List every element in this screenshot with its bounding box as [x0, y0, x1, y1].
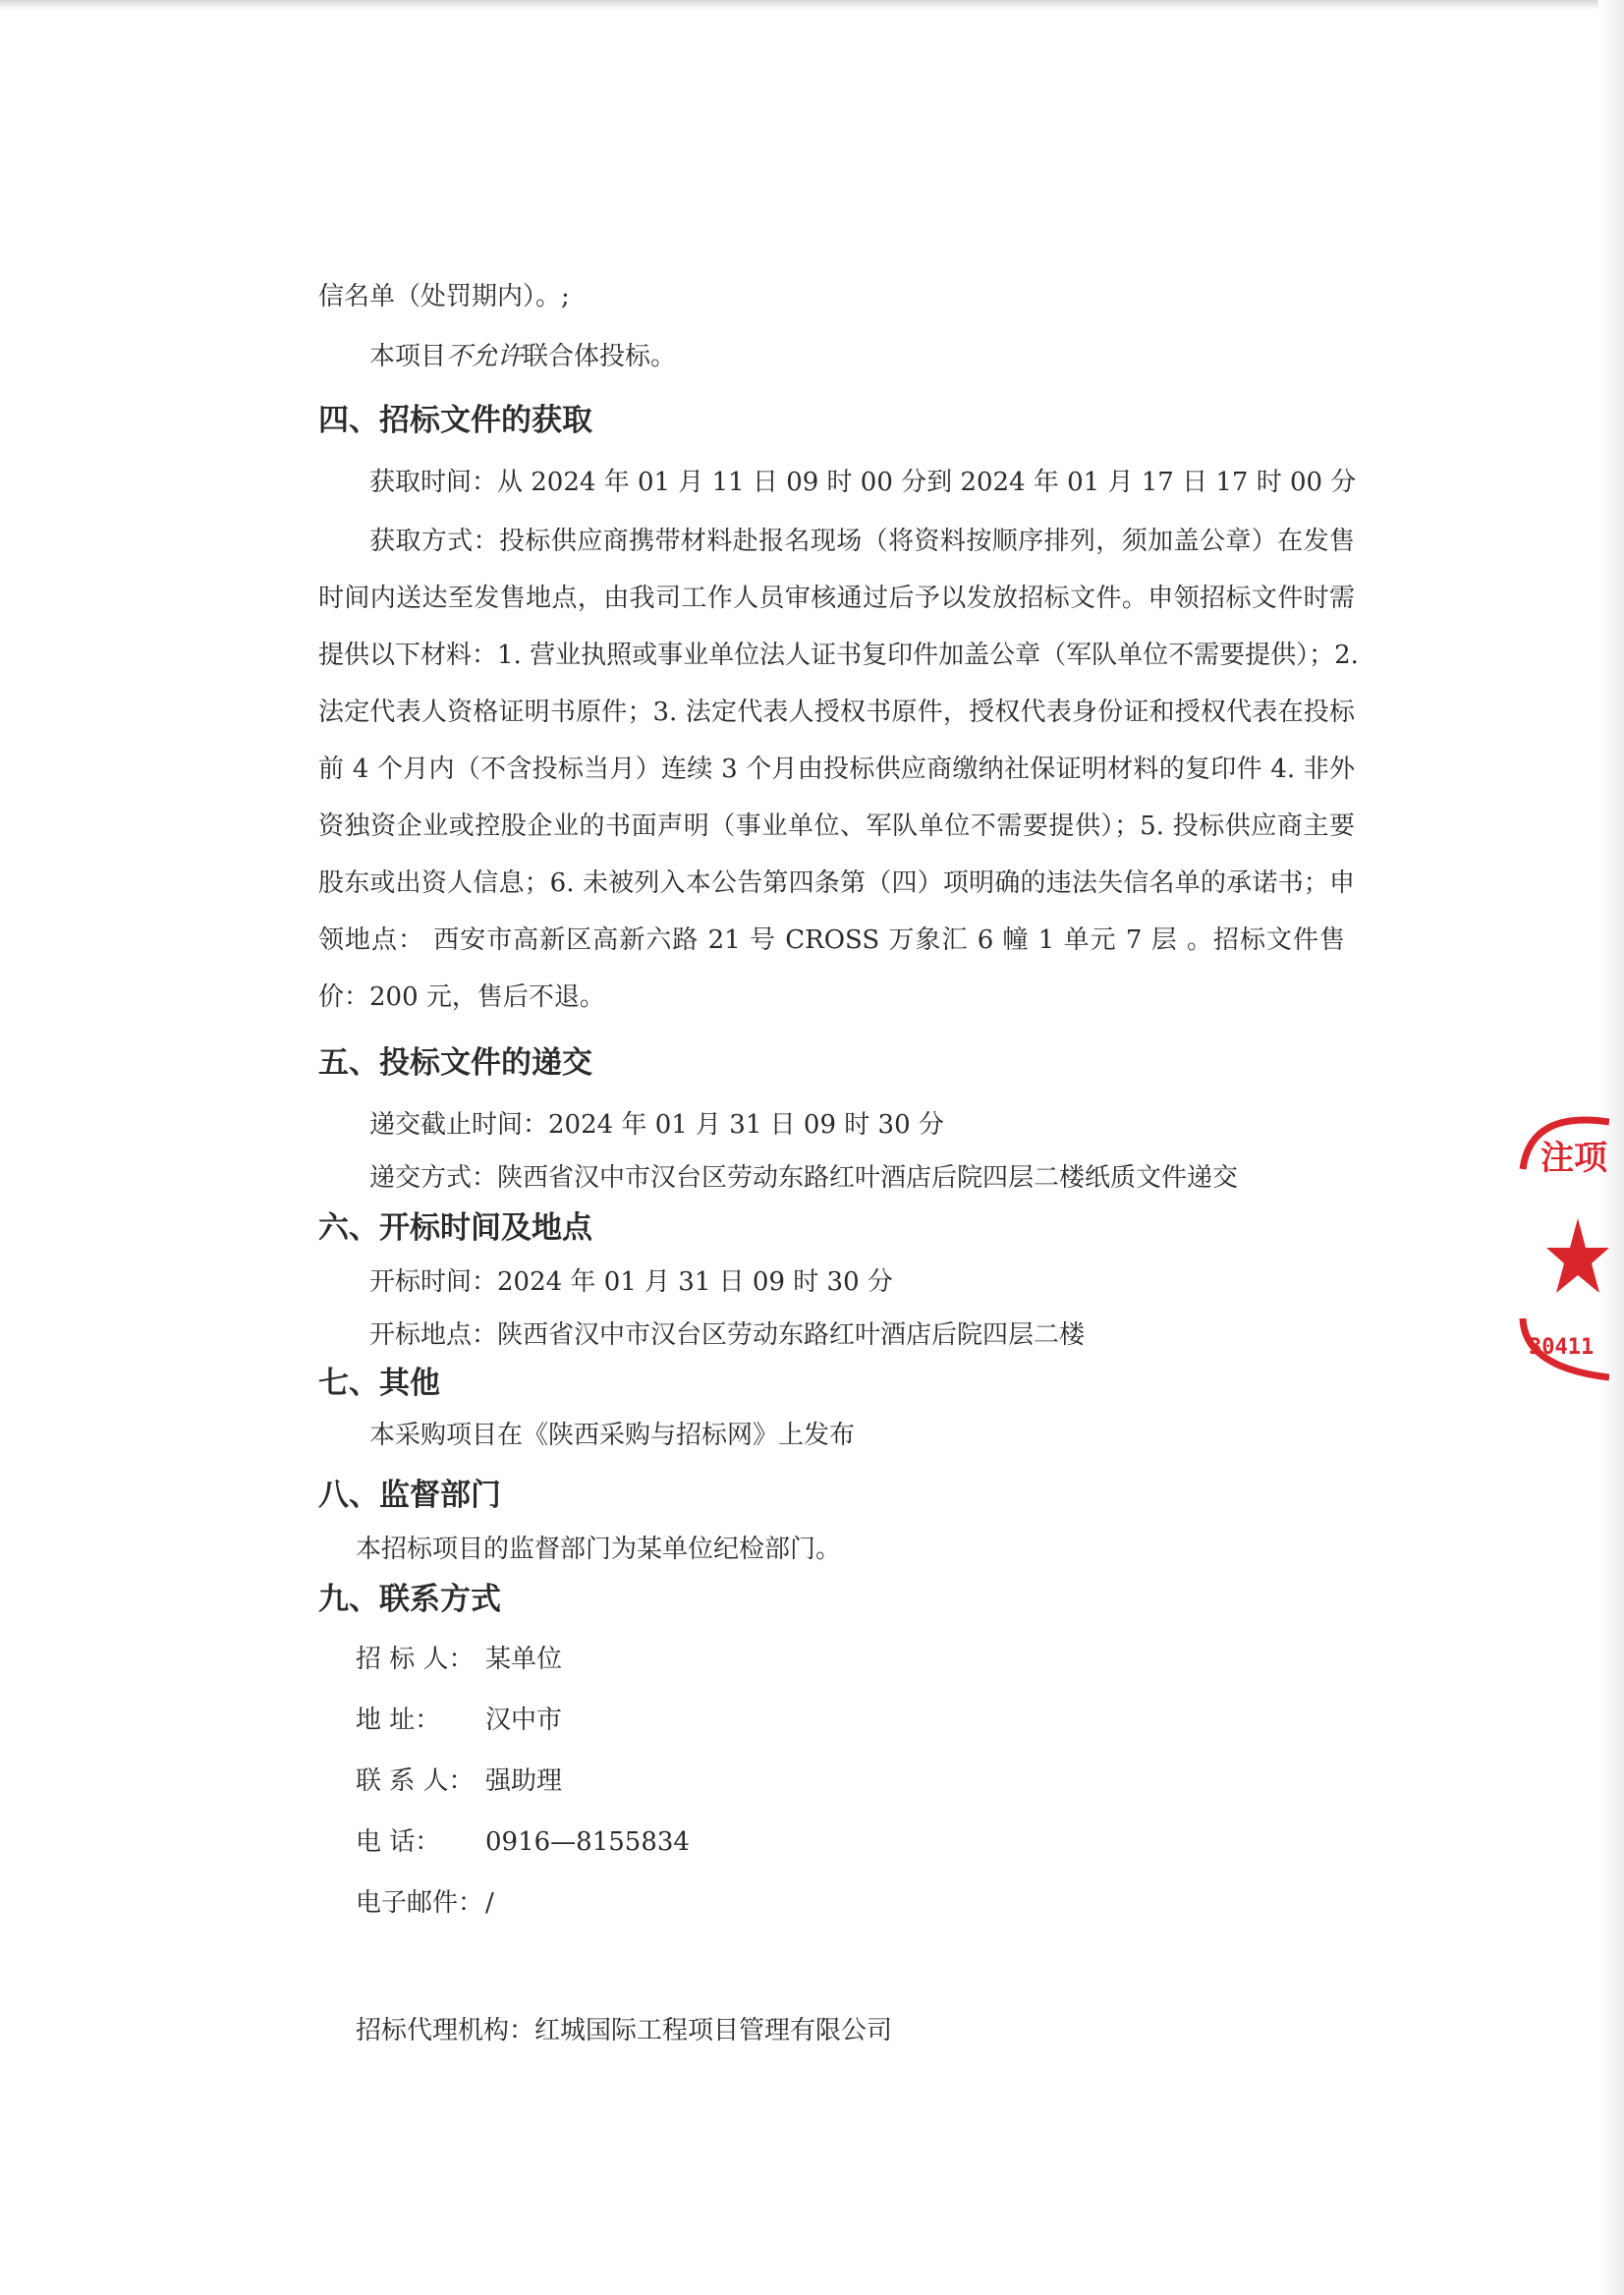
contact-value: 强助理 — [485, 1766, 563, 1796]
submission-deadline: 递交截止时间：2024 年 01 月 31 日 09 时 30 分 — [369, 1110, 944, 1140]
contact-label: 电子邮件： — [356, 1888, 484, 1918]
scan-edge-top — [0, 0, 1624, 10]
opening-place: 开标地点：陕西省汉中市汉台区劳动东路红叶酒店后院四层二楼 — [369, 1320, 1086, 1350]
submission-method: 递交方式：陕西省汉中市汉台区劳动东路红叶酒店后院四层二楼纸质文件递交 — [369, 1163, 1239, 1193]
supervision-note: 本招标项目的监督部门为某单位纪检部门。 — [356, 1535, 842, 1564]
acquisition-time: 获取时间：从 2024 年 01 月 11 日 09 时 00 分到 2024 年 01 月 17 日 17 时 00 分 — [369, 468, 1357, 497]
acquisition-method-line: 领地点： 西安市高新区高新六路 21 号 CROSS 万象汇 6 幢 1 单元 7 层 。招标文件售 — [318, 925, 1345, 955]
section-heading-6: 六、开标时间及地点 — [318, 1210, 592, 1246]
acquisition-method-line: 获取方式：投标供应商携带材料赴报名现场（将资料按顺序排列，须加盖公章）在发售 — [369, 527, 1355, 556]
contact-value: 汉中市 — [485, 1706, 563, 1735]
section-heading-8: 八、监督部门 — [318, 1478, 501, 1513]
acquisition-method-line: 法定代表人资格证明书原件；3. 法定代表人授权书原件，授权代表身份证和授权代表在投标 — [318, 698, 1355, 727]
opening-time: 开标时间：2024 年 01 月 31 日 09 时 30 分 — [369, 1267, 893, 1297]
contact-label: 电 话： — [356, 1827, 441, 1857]
contact-email — [356, 1888, 494, 1918]
consortium-note: 本项目不允许联合体投标。 — [369, 342, 677, 371]
contact-label: 联 系 人： — [356, 1766, 475, 1796]
section-heading-5: 五、投标文件的递交 — [318, 1045, 592, 1081]
acquisition-method-line: 前 4 个月内（不含投标当月）连续 3 个月由投标供应商缴纳社保证明材料的复印件 4. 非外 — [318, 755, 1355, 784]
contact-phone — [356, 1827, 690, 1857]
contact-value: 某单位 — [485, 1645, 563, 1674]
publication-note: 本采购项目在《陕西采购与招标网》上发布 — [369, 1421, 856, 1450]
acquisition-method-line: 提供以下材料：1. 营业执照或事业单位法人证书复印件加盖公章（军队单位不需要提供）；2. — [318, 641, 1359, 670]
agency-signature: 招标代理机构：红城国际工程项目管理有限公司 — [356, 2016, 893, 2045]
contact-tenderer — [356, 1645, 562, 1674]
section-heading-9: 九、联系方式 — [318, 1582, 501, 1617]
contact-address — [356, 1706, 562, 1735]
contact-label: 招 标 人： — [356, 1645, 475, 1674]
seal-number: 30411 — [1529, 1335, 1595, 1360]
official-seal-fragment — [1511, 1100, 1609, 1415]
seal-star-icon — [1546, 1218, 1609, 1293]
acquisition-method-line: 资独资企业或控股企业的书面声明（事业单位、军队单位不需要提供）；5. 投标供应商主要 — [318, 812, 1355, 841]
acquisition-method-line: 价：200 元，售后不退。 — [318, 982, 605, 1012]
contact-label: 地 址： — [356, 1706, 441, 1735]
contact-value: 0916—8155834 — [485, 1827, 690, 1857]
acquisition-method-line: 股东或出资人信息；6. 未被列入本公告第四条第（四）项明确的违法失信名单的承诺书；申 — [318, 868, 1355, 898]
section-heading-7: 七、其他 — [318, 1366, 440, 1401]
contact-value: / — [485, 1888, 494, 1918]
contact-person — [356, 1766, 562, 1796]
acquisition-method-line: 时间内送达至发售地点，由我司工作人员审核通过后予以发放招标文件。申领招标文件时需 — [318, 584, 1355, 613]
paragraph-continuation: 信名单（处罚期内）。; — [318, 282, 570, 311]
section-heading-4: 四、招标文件的获取 — [318, 403, 592, 438]
seal-text: 注项 — [1540, 1139, 1607, 1178]
